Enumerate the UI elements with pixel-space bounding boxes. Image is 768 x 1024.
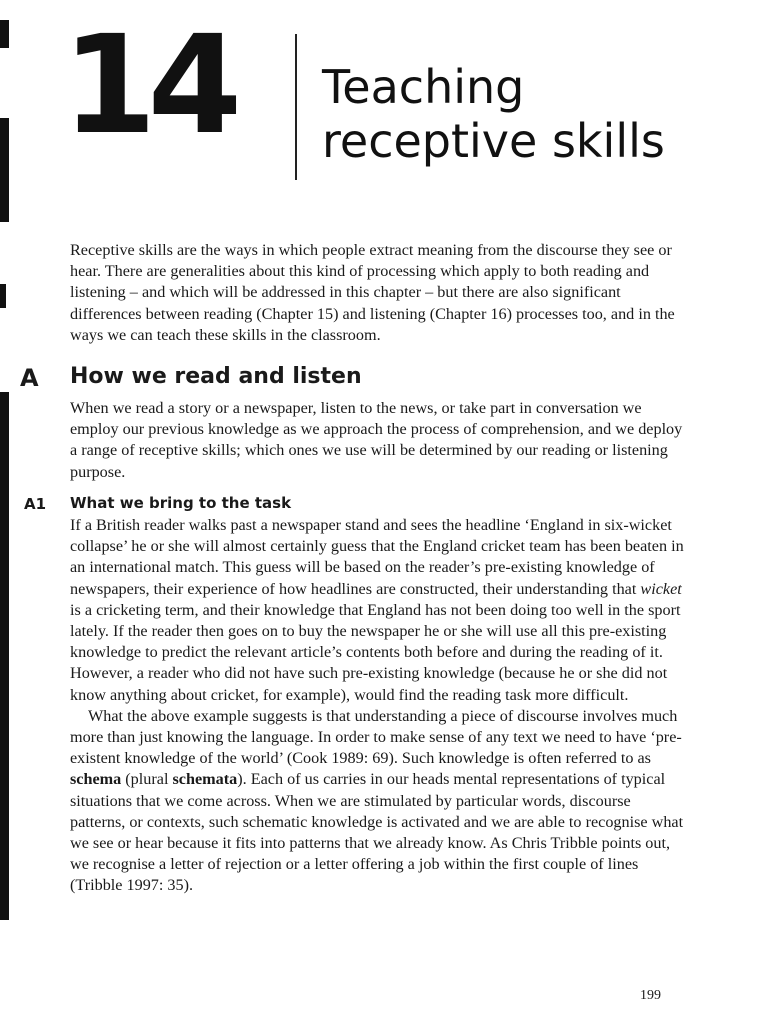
p2-text-c: ). Each of us carries in our heads mental representations of typical situations that we come across. When we are stimulated by particular words, discourse patterns, or contexts, such schematic knowledge is activated and we are able to recognise what we see or hear because it fits into patterns that we already know. As Chris Tribble points out, we recognise a letter of rejection or a letter offering a job within the first couple of lines (Tribble 1997: 35). (70, 770, 684, 895)
p2-text-a: What the above example suggests is that understanding a piece of discourse involves much more than just knowing the language. In order to make sense of any text we need to have ‘pre-existent knowledge of the world’ (Cook 1989: 69). Such knowledge is often referred to as (70, 706, 682, 768)
p2-term-schema: schema (70, 770, 122, 789)
paragraph-2 (70, 706, 686, 897)
scan-edge-top (0, 20, 9, 48)
subsection-heading: What we bring to the task (70, 494, 292, 512)
p1-text-b: is a cricketing term, and their knowledge that England has not been doing too well in the sport lately. If the reader then goes on to buy the newspaper he or she will use all this pre-existing knowledge to predict the relevant article’s contents both before and during the reading of it. However, a reader who did not have such pre-existing knowledge (because he or she did not know anything about cricket, for example), would find the reading task more difficult. (70, 600, 681, 704)
chapter-title-line2: receptive skills (322, 114, 665, 168)
section-body (70, 398, 686, 483)
scan-edge-upper (0, 118, 9, 222)
subsection-body (70, 515, 686, 897)
chapter-number: 14 (62, 7, 234, 165)
scan-edge-lower (0, 392, 9, 920)
p2-text-b: (plural (121, 770, 173, 789)
intro-text: Receptive skills are the ways in which people extract meaning from the discourse they see or hear. There are generalities about this kind of processing which apply to both reading and listening – and which will be addressed in this chapter – but there are also significant differences between reading (Chapter 15) and listening (Chapter 16) processes too, and in the ways we can teach these skills in the classroom. (70, 241, 675, 344)
intro-paragraph (70, 240, 686, 346)
section-letter: A (20, 364, 39, 392)
paragraph-1 (70, 515, 686, 706)
section-body-text: When we read a story or a newspaper, listen to the news, or take part in conversation we employ our previous knowledge as we approach the process of comprehension, and we deploy a range of receptive skills; which ones we use will be determined by our reading or listening purpose. (70, 399, 683, 481)
section-heading: How we read and listen (70, 364, 362, 389)
p2-term-schemata: schemata (172, 770, 238, 789)
chapter-title (322, 60, 665, 168)
chapter-title-line1: Teaching (322, 60, 525, 114)
title-divider (295, 34, 297, 180)
scan-edge-mid (0, 284, 6, 308)
subsection-number: A1 (24, 495, 47, 513)
page-number: 199 (640, 988, 661, 1003)
p1-italic-term: wicket (640, 579, 682, 598)
p1-text-a: If a British reader walks past a newspaper stand and sees the headline ‘England in six-wicket collapse’ he or she will almost certainly guess that the England cricket team has been beaten in an international match. This guess will be based on the reader’s pre-existing knowledge of newspapers, their experience of how headlines are constructed, their understanding that (70, 516, 684, 598)
